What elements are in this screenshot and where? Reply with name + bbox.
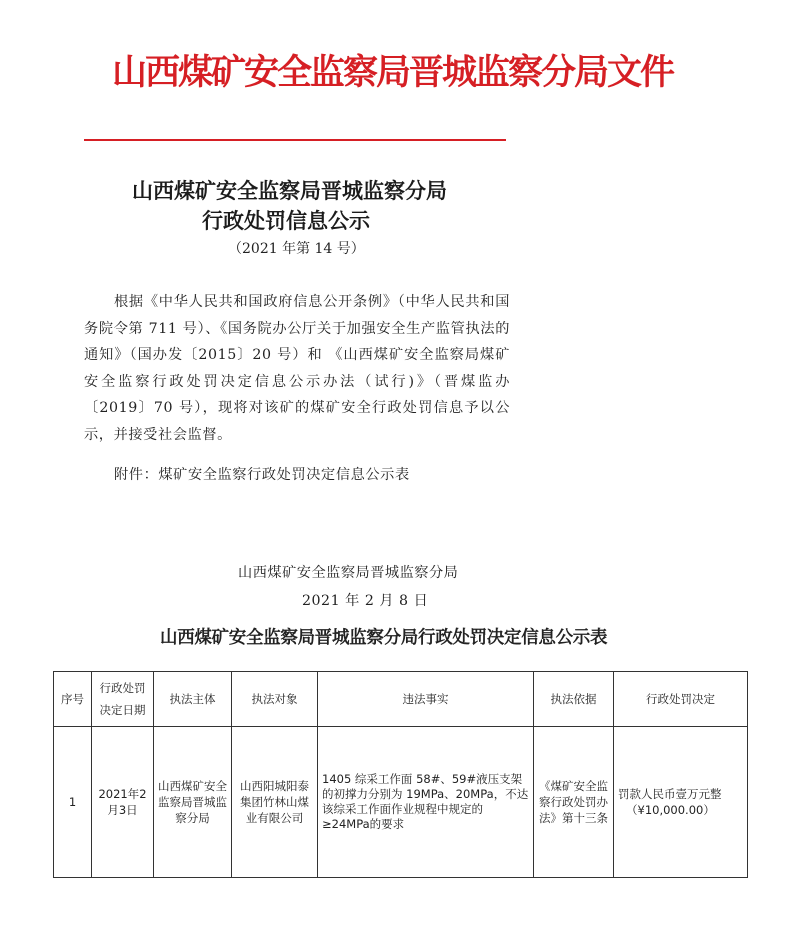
header-decision: 行政处罚决定 [614, 672, 748, 727]
notice-number: （2021 年第 14 号） [228, 241, 365, 257]
header-target: 执法对象 [232, 672, 318, 727]
cell-basis: 《煤矿安全监察行政处罚办法》第十三条 [534, 727, 614, 878]
cell-seq: 1 [54, 727, 92, 878]
table-title: 山西煤矿安全监察局晋城监察分局行政处罚决定信息公示表 [160, 628, 608, 648]
cell-decision-amount-figure: （¥10,000.00） [626, 803, 715, 817]
table-header-row [54, 672, 748, 727]
signer-organization: 山西煤矿安全监察局晋城监察分局 [238, 565, 459, 581]
header-decision-date: 行政处罚决定日期 [92, 672, 154, 727]
signing-date: 2021 年 2 月 8 日 [302, 593, 429, 609]
cell-target: 山西阳城阳泰集团竹林山煤业有限公司 [232, 727, 318, 878]
notice-title-line1: 山西煤矿安全监察局晋城监察分局 [132, 178, 447, 203]
notice-body-paragraph: 根据《中华人民共和国政府信息公开条例》（中华人民共和国务院令第 711 号）、《国务院办公厅关于加强安全生产监管执法的通知》（国办发〔2015〕20 号）和 《山西煤矿安全监察局煤矿安全监察行政处罚决定信息公示办法（试行)》（晋煤监办〔2019〕70 号），现将对该矿的煤矿安全行政处罚信息予以公示，并接受社会监督。 [84, 294, 510, 443]
cell-fact: 1405 综采工作面 58#、59#液压支架的初撑力分别为 19MPa、20MPa，不达该综采工作面作业规程中规定的≥24MPa的要求 [318, 727, 534, 878]
header-enforcer: 执法主体 [154, 672, 232, 727]
cell-decision-amount-text: 罚款人民币壹万元整 [618, 787, 722, 801]
cell-enforcer: 山西煤矿安全监察局晋城监察分局 [154, 727, 232, 878]
notice-title-line2: 行政处罚信息公示 [202, 208, 370, 233]
document-header-title: 山西煤矿安全监察局晋城监察分局文件 [112, 52, 674, 93]
header-seq: 序号 [54, 672, 92, 727]
table-row [54, 727, 748, 878]
attachment-line: 附件：煤矿安全监察行政处罚决定信息公示表 [114, 467, 410, 483]
cell-decision-date: 2021年2月3日 [92, 727, 154, 878]
header-basis: 执法依据 [534, 672, 614, 727]
header-fact: 违法事实 [318, 672, 534, 727]
cell-decision [614, 727, 748, 878]
header-red-rule [84, 139, 506, 141]
penalty-table [53, 671, 748, 878]
